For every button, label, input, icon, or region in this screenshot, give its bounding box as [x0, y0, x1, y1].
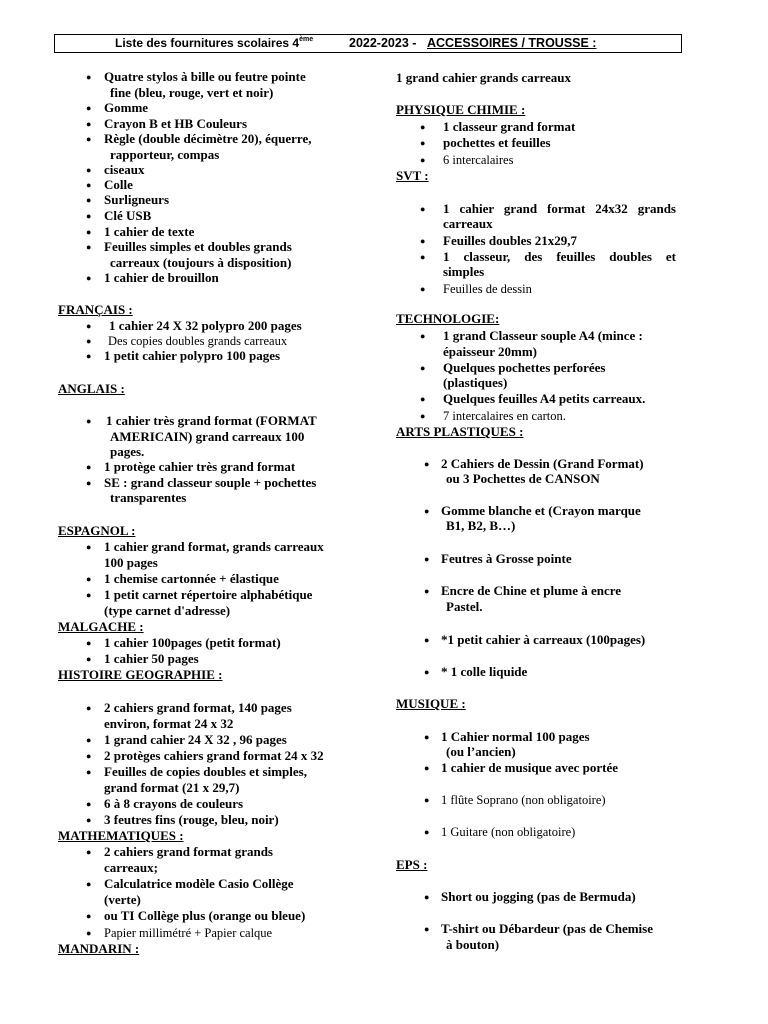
list-item-continued: à bouton) — [446, 937, 500, 952]
list-item: Colle — [104, 177, 133, 192]
list-item: 1 cahier très grand format (FORMAT — [106, 413, 317, 428]
bullet: ● — [420, 155, 426, 165]
list-item: Des copies doubles grands carreaux — [108, 334, 288, 348]
list-item-continued: transparentes — [110, 490, 187, 505]
list-item: Feuilles doubles 21x29,7 — [443, 233, 577, 248]
heading-anglais: ANGLAIS : — [58, 381, 125, 396]
list-item: ciseaux — [104, 162, 145, 177]
list-item: 1 cahier de musique avec portée — [441, 760, 619, 775]
bullet: ● — [86, 928, 92, 938]
list-item: 1 cahier grand format 24x32 grands — [443, 201, 676, 216]
bullet: ● — [86, 273, 92, 283]
bullet: ● — [424, 763, 430, 773]
bullet: ● — [86, 416, 92, 426]
list-item: Crayon B et HB Couleurs — [104, 116, 247, 131]
bullet: ● — [420, 331, 426, 341]
list-item-continued: carreaux (toujours à disposition) — [110, 255, 292, 270]
list-item: Calculatrice modèle Casio Collège — [104, 876, 294, 891]
bullet: ● — [86, 654, 92, 664]
list-item: 1 grand cahier grands carreaux — [396, 70, 572, 85]
list-item: 2 protèges cahiers grand format 24 x 32 — [104, 748, 324, 763]
list-item: Feuilles de dessin — [443, 282, 532, 296]
list-item: 1 classeur grand format — [443, 119, 576, 134]
list-item: 2 cahiers grand format, 140 pages — [104, 700, 292, 715]
bullet: ● — [420, 122, 426, 132]
bullet: ● — [86, 879, 92, 889]
list-item: 2 cahiers grand format grands — [104, 844, 273, 859]
bullet: ● — [420, 236, 426, 246]
bullet: ● — [86, 119, 92, 129]
list-item: 6 à 8 crayons de couleurs — [104, 796, 244, 811]
list-item-continued: ou 3 Pochettes de CANSON — [446, 471, 600, 486]
list-item-continued: simples — [443, 264, 485, 279]
list-item: 1 Cahier normal 100 pages — [441, 729, 590, 744]
bullet: ● — [86, 638, 92, 648]
list-item-continued: pages. — [110, 444, 145, 459]
bullet: ● — [420, 138, 426, 148]
list-item-continued: Pastel. — [446, 599, 483, 614]
bullet: ● — [424, 635, 430, 645]
list-item-continued: grand format (21 x 29,7) — [104, 780, 240, 795]
list-item: Règle (double décimètre 20), équerre, — [104, 131, 312, 146]
bullet: ● — [86, 462, 92, 472]
heading-histoire-geographie: HISTOIRE GEOGRAPHIE : — [58, 667, 223, 682]
heading-mandarin: MANDARIN : — [58, 941, 140, 956]
list-item: Papier millimétré + Papier calque — [104, 926, 273, 940]
list-item: ou TI Collège plus (orange ou bleue) — [104, 908, 306, 923]
list-item: 2 Cahiers de Dessin (Grand Format) — [441, 456, 644, 471]
list-item-continued: environ, format 24 x 32 — [104, 716, 234, 731]
bullet: ● — [86, 336, 92, 346]
school-year: 2022-2023 - — [349, 36, 417, 50]
list-item: Gomme blanche et (Crayon marque — [441, 503, 641, 518]
heading-malgache: MALGACHE : — [58, 619, 144, 634]
list-item: Feuilles de copies doubles et simples, — [104, 764, 307, 779]
list-item: 1 protège cahier très grand format — [104, 459, 296, 474]
list-item: Surligneurs — [104, 192, 170, 207]
list-item: 3 feutres fins (rouge, bleu, noir) — [104, 812, 279, 827]
bullet: ● — [86, 590, 92, 600]
list-item: 1 grand cahier 24 X 32 , 96 pages — [104, 732, 287, 747]
bullet: ● — [86, 911, 92, 921]
list-item-continued: fine (bleu, rouge, vert et noir) — [110, 85, 274, 100]
list-item: * 1 colle liquide — [441, 664, 528, 679]
bullet: ● — [86, 180, 92, 190]
bullet: ● — [420, 363, 426, 373]
bullet: ● — [86, 72, 92, 82]
list-item: *1 petit cahier à carreaux (100pages) — [441, 632, 646, 647]
bullet: ● — [86, 351, 92, 361]
bullet: ● — [86, 211, 92, 221]
bullet: ● — [420, 204, 426, 214]
heading-technologie: TECHNOLOGIE: — [396, 311, 500, 326]
list-item: 1 grand Classeur souple A4 (mince : — [443, 328, 643, 343]
list-item: 7 intercalaires en carton. — [443, 409, 566, 423]
bullet: ● — [424, 924, 430, 934]
list-item-continued: (type carnet d'adresse) — [104, 603, 231, 618]
list-item: 1 flûte Soprano (non obligatoire) — [441, 793, 606, 807]
bullet: ● — [86, 227, 92, 237]
bullet: ● — [86, 321, 92, 331]
heading-eps: EPS : — [396, 857, 428, 872]
bullet: ● — [86, 165, 92, 175]
bullet: ● — [424, 892, 430, 902]
bullet: ● — [424, 667, 430, 677]
list-item: Encre de Chine et plume à encre — [441, 583, 622, 598]
bullet: ● — [86, 735, 92, 745]
list-item: Feuilles simples et doubles grands — [104, 239, 292, 254]
bullet: ● — [424, 554, 430, 564]
bullet: ● — [424, 506, 430, 516]
bullet: ● — [86, 242, 92, 252]
list-item-continued: (verte) — [104, 892, 141, 907]
heading-francais: FRANÇAIS : — [58, 302, 133, 317]
list-item: Quatre stylos à bille ou feutre pointe — [104, 69, 306, 84]
bullet: ● — [86, 103, 92, 113]
list-item: 1 classeur, des feuilles doubles et — [443, 249, 676, 264]
list-item: 1 cahier 50 pages — [104, 651, 199, 666]
list-item: 1 cahier de brouillon — [104, 270, 219, 285]
bullet: ● — [86, 703, 92, 713]
list-item-continued: carreaux; — [104, 860, 158, 875]
bullet: ● — [86, 134, 92, 144]
list-item-continued: épaisseur 20mm) — [443, 344, 538, 359]
bullet: ● — [86, 195, 92, 205]
list-item: 1 cahier de texte — [104, 224, 195, 239]
bullet: ● — [86, 751, 92, 761]
bullet: ● — [86, 574, 92, 584]
section-heading-accessoires: ACCESSOIRES / TROUSSE : — [427, 36, 597, 50]
list-item: 6 intercalaires — [443, 153, 514, 167]
list-item-continued: rapporteur, compas — [110, 147, 220, 162]
list-item: 1 cahier 100pages (petit format) — [104, 635, 281, 650]
bullet: ● — [424, 795, 430, 805]
list-item: Quelques pochettes perforées — [443, 360, 606, 375]
bullet: ● — [424, 732, 430, 742]
bullet: ● — [420, 252, 426, 262]
list-item: Quelques feuilles A4 petits carreaux. — [443, 391, 646, 406]
list-item-continued: 100 pages — [104, 555, 158, 570]
list-item: 1 chemise cartonnée + élastique — [104, 571, 279, 586]
list-item: Short ou jogging (pas de Bermuda) — [441, 889, 636, 904]
list-item: 1 petit carnet répertoire alphabétique — [104, 587, 313, 602]
bullet: ● — [424, 586, 430, 596]
bullet: ● — [420, 284, 426, 294]
list-item: pochettes et feuilles — [443, 135, 551, 150]
list-item-continued: AMERICAIN) grand carreaux 100 — [110, 429, 305, 444]
bullet: ● — [424, 827, 430, 837]
list-item-continued: (plastiques) — [443, 375, 508, 390]
list-item: 1 cahier grand format, grands carreaux — [104, 539, 324, 554]
bullet: ● — [86, 847, 92, 857]
bullet: ● — [86, 799, 92, 809]
heading-arts-plastiques: ARTS PLASTIQUES : — [396, 424, 524, 439]
list-item-continued: B1, B2, B…) — [446, 518, 516, 533]
bullet: ● — [420, 394, 426, 404]
bullet: ● — [420, 411, 426, 421]
bullet: ● — [86, 767, 92, 777]
list-item: 1 Guitare (non obligatoire) — [441, 825, 576, 839]
heading-physique-chimie: PHYSIQUE CHIMIE : — [396, 102, 526, 117]
list-item: T-shirt ou Débardeur (pas de Chemise — [441, 921, 653, 936]
list-item-continued: (ou l’ancien) — [446, 744, 516, 759]
list-item: Gomme — [104, 100, 149, 115]
list-item: Feutres à Grosse pointe — [441, 551, 572, 566]
bullet: ● — [424, 459, 430, 469]
bullet: ● — [86, 815, 92, 825]
list-item: Clé USB — [104, 208, 152, 223]
title-text: Liste des fournitures scolaires 4ème — [115, 36, 314, 50]
list-item-continued: carreaux — [443, 216, 493, 231]
list-item: 1 petit cahier polypro 100 pages — [104, 348, 281, 363]
bullet: ● — [86, 478, 92, 488]
heading-mathematiques: MATHEMATIQUES : — [58, 828, 184, 843]
list-item: 1 cahier 24 X 32 polypro 200 pages — [109, 318, 302, 333]
list-item: SE : grand classeur souple + pochettes — [104, 475, 317, 490]
heading-musique: MUSIQUE : — [396, 696, 466, 711]
bullet: ● — [86, 542, 92, 552]
heading-svt: SVT : — [396, 168, 429, 183]
title-box — [54, 34, 682, 53]
heading-espagnol: ESPAGNOL : — [58, 523, 136, 538]
